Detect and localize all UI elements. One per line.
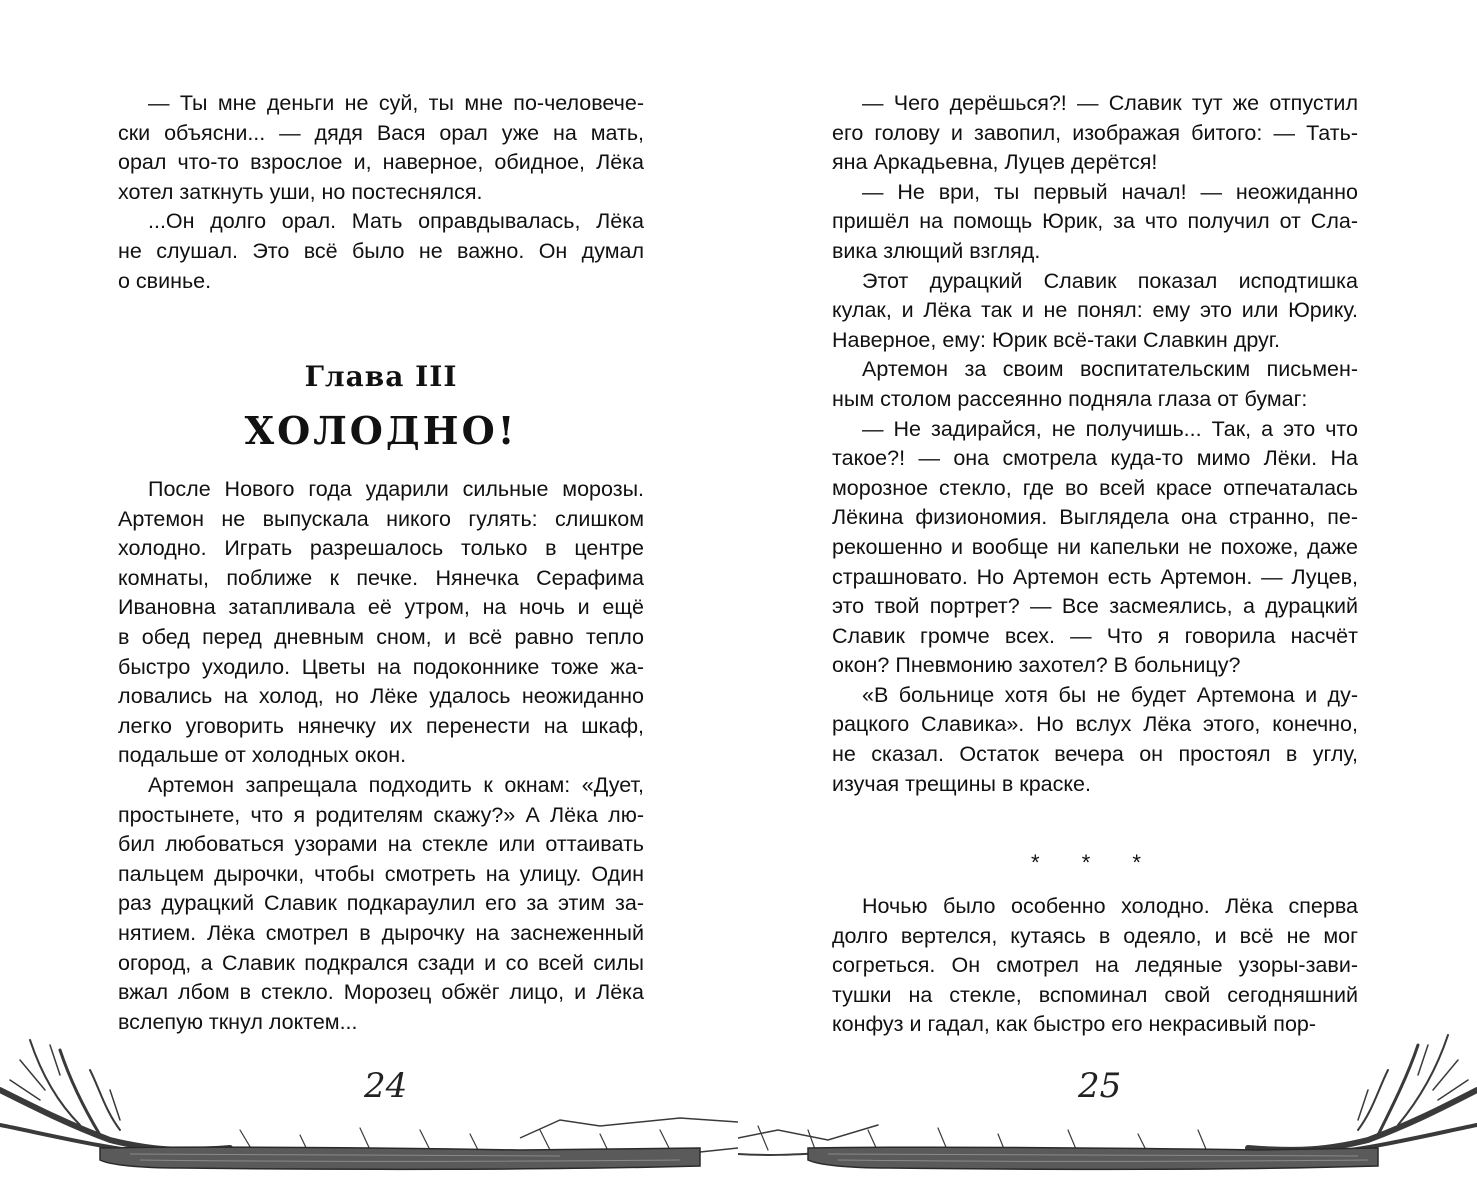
text-line: рацкого Славика». Но вслух Лёка этого, конечно, bbox=[832, 712, 1358, 737]
text-line: подальше от холодных окон. bbox=[118, 743, 407, 768]
text-line: — Не задирайся, не получишь... Так, а это что bbox=[862, 416, 1358, 441]
text-line: кулак, и Лёка так и не понял: ему это или Юрику. bbox=[832, 298, 1358, 323]
text-line: Ивановна затапливала её утром, на ночь и ещё bbox=[118, 595, 644, 620]
paragraph bbox=[832, 178, 1358, 267]
text-line: ным столом рассеянно подняла глаза от бумаг: bbox=[832, 386, 1308, 411]
text-line: Артемон запрещала подходить к окнам: «Дует, bbox=[148, 772, 644, 797]
text-line: его голову и завопил, изображая битого: — Тать- bbox=[832, 120, 1358, 145]
text-line: конфуз и гадал, как быстро его некрасивый пор- bbox=[832, 1012, 1317, 1037]
text-line: долго вертелся, кутаясь в одеяло, и всё не мог bbox=[832, 923, 1358, 948]
text-line: пришёл на помощь Юрик, за что получил от Сла- bbox=[832, 209, 1358, 234]
text-line: яна Аркадьевна, Луцев дерётся! bbox=[832, 150, 1158, 175]
text-line: Ночью было особенно холодно. Лёка сперва bbox=[862, 894, 1358, 918]
text-line: тушки на стекле, вспоминал свой сегодняшний bbox=[832, 982, 1358, 1007]
paragraph bbox=[832, 267, 1358, 356]
left-page bbox=[0, 0, 738, 1182]
paragraph bbox=[832, 415, 1358, 681]
text-line: — Не ври, ты первый начал! — неожиданно bbox=[862, 179, 1358, 204]
text-line: вслепую ткнул локтем... bbox=[118, 1009, 358, 1034]
text-line: согреться. Он смотрел на ледяные узоры-зави- bbox=[832, 953, 1358, 978]
chapter-title: ХОЛОДНО! bbox=[244, 408, 518, 453]
left-text-top bbox=[118, 89, 644, 296]
text-line: Лёкина физиономия. Выглядела она странно, пе- bbox=[832, 505, 1358, 530]
text-line: Этот дурацкий Славик показал исподтишка bbox=[862, 268, 1358, 293]
paragraph bbox=[118, 89, 644, 207]
text-line: страшновато. Но Артемон есть Артемон. — Луцев, bbox=[832, 564, 1358, 589]
text-line: раз дурацкий Славик подкараулил его за этим за- bbox=[118, 891, 644, 916]
text-line: вжал лбом в стекло. Морозец обжёг лицо, и Лёка bbox=[118, 980, 644, 1005]
text-line: После Нового года ударили сильные морозы. bbox=[148, 477, 644, 501]
text-line: бил любоваться узорами на стекле или оттаивать bbox=[118, 832, 644, 857]
text-line: о свинье. bbox=[118, 268, 212, 293]
text-line: в обед перед дневным сном, и всё равно тепло bbox=[118, 624, 644, 649]
text-line: такое?! — она смотрела куда-то мимо Лёки. На bbox=[832, 446, 1358, 471]
text-line: морозное стекло, где во всей красе отпечаталась bbox=[832, 475, 1358, 500]
text-line: не сказал. Остаток вечера он простоял в углу, bbox=[832, 742, 1358, 767]
left-text-bottom bbox=[118, 475, 644, 1037]
paragraph bbox=[118, 475, 644, 771]
paragraph bbox=[832, 355, 1358, 414]
paragraph bbox=[832, 89, 1358, 178]
text-line: орал что-то взрослое и, наверное, обидное, Лёка bbox=[118, 150, 644, 175]
text-line: легко уговорить нянечку их перенести на шкаф, bbox=[118, 713, 644, 738]
text-line: ловались на холод, но Лёке удалось неожиданно bbox=[118, 684, 644, 709]
section-separator: * * * bbox=[1031, 850, 1159, 875]
text-line: ски объясни... — дядя Вася орал уже на мать, bbox=[118, 120, 644, 145]
text-line: Артемон за своим воспитательским письмен- bbox=[862, 357, 1358, 382]
text-line: комнаты, поближе к печке. Нянечка Серафима bbox=[118, 565, 644, 590]
text-line: Артемон не выпускала никого гулять: слишком bbox=[118, 506, 644, 531]
text-line: ...Он долго орал. Мать оправдывалась, Лёка bbox=[148, 209, 644, 234]
paragraph bbox=[832, 681, 1358, 799]
text-line: не слушал. Это всё было не важно. Он думал bbox=[118, 238, 644, 263]
text-line: окон? Пневмонию захотел? В больницу? bbox=[832, 653, 1241, 678]
text-line: — Чего дерёшься?! — Славик тут же отпустил bbox=[862, 91, 1358, 115]
branch-illustration-left bbox=[0, 1030, 738, 1182]
text-line: огород, а Славик подкрался сзади и со всей силы bbox=[118, 950, 644, 975]
text-line: холодно. Играть разрешалось только в центре bbox=[118, 536, 644, 561]
paragraph bbox=[832, 892, 1358, 1040]
text-line: быстро уходило. Цветы на подоконнике тоже жа- bbox=[118, 654, 644, 679]
text-line: пальцем дырочки, чтобы смотреть на улицу. Один bbox=[118, 861, 644, 886]
text-line: это твой портрет? — Все засмеялись, а дурацкий bbox=[832, 594, 1358, 619]
text-line: «В больнице хотя бы не будет Артемона и ду- bbox=[862, 682, 1358, 707]
text-line: Наверное, ему: Юрик всё-таки Славкин друг. bbox=[832, 327, 1280, 352]
paragraph bbox=[118, 207, 644, 296]
text-line: рекошенно и вообще ни капельки не похоже, даже bbox=[832, 534, 1358, 559]
text-line: изучая трещины в краске. bbox=[832, 771, 1091, 796]
branch-illustration-right bbox=[738, 1030, 1477, 1182]
text-line: простынете, что я родителям скажу?» А Лёка лю- bbox=[118, 802, 644, 827]
text-line: — Ты мне деньги не суй, ты мне по-человече- bbox=[148, 91, 644, 115]
text-line: нятием. Лёка смотрел в дырочку на заснеженный bbox=[118, 920, 644, 945]
chapter-number: Глава III bbox=[304, 360, 458, 393]
right-page bbox=[738, 0, 1477, 1182]
right-text-bottom bbox=[832, 892, 1358, 1040]
text-line: хотел заткнуть уши, но постеснялся. bbox=[118, 179, 483, 204]
page-number-right: 25 bbox=[1078, 1066, 1122, 1106]
right-text-top bbox=[832, 89, 1358, 799]
text-line: вика злющий взгляд. bbox=[832, 238, 1041, 263]
page-number-left: 24 bbox=[364, 1066, 408, 1106]
text-line: Славик громче всех. — Что я говорила насчёт bbox=[832, 623, 1358, 648]
paragraph bbox=[118, 771, 644, 1037]
